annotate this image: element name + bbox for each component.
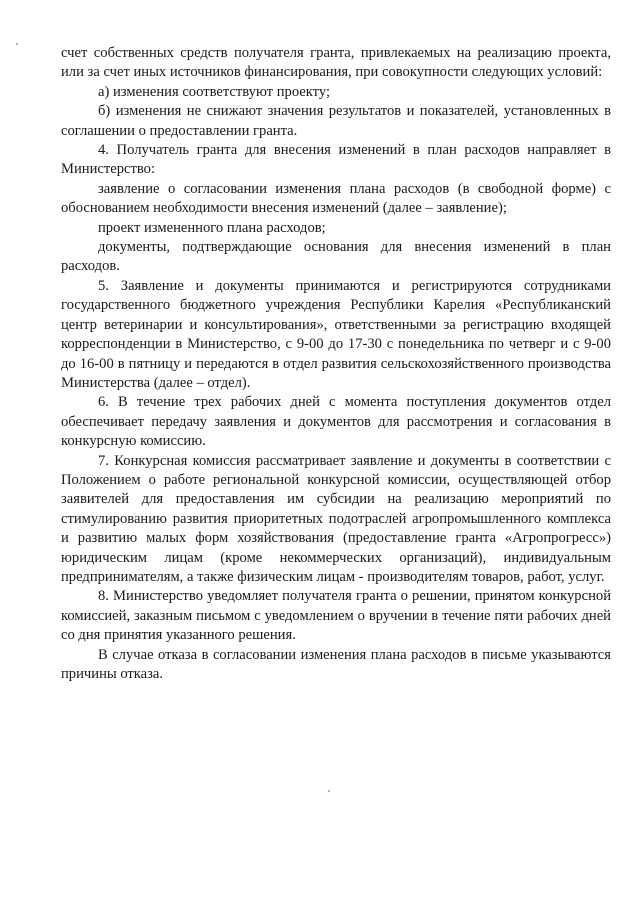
paragraph-condition-a: а) изменения соответствуют проекту; — [98, 83, 331, 100]
paragraph-supporting-docs: документы, подтверждающие основания для внесения изменений в план расходов. — [61, 239, 611, 275]
scan-speck — [328, 790, 330, 792]
paragraph-draft-plan: проект измененного плана расходов; — [98, 219, 326, 236]
paragraph-item-5: 5. Заявление и документы принимаются и регистрируются сотрудниками государственного бюджетного учреждения Республики Карелия «Республиканский центр ветеринарии и консультирования», ответственными за регистрацию входящей корреспонденции в Министерство, с 9-00 до 17-30 с понедельника по четверг и с 9-00 до 16-00 в пятницу и передаются в отдел развития сельскохозяйственного производства Министерства (далее – отдел). — [61, 277, 611, 391]
paragraph-condition-b: б) изменения не снижают значения результатов и показателей, установленных в соглашении о предоставлении гранта. — [61, 103, 611, 139]
paragraph-refusal: В случае отказа в согласовании изменения плана расходов в письме указываются причины отказа. — [61, 646, 611, 682]
paragraph-application: заявление о согласовании изменения плана расходов (в свободной форме) с обоснованием необходимости внесения изменений (далее – заявление); — [61, 180, 611, 217]
paragraph-item-8: 8. Министерство уведомляет получателя гранта о решении, принятом конкурсной комиссией, заказным письмом с уведомлением о вручении в течение пяти рабочих дней со дня принятия указанного решения. — [61, 588, 611, 644]
paragraph-item-6: 6. В течение трех рабочих дней с момента поступления документов отдел обеспечивает передачу заявления и документов для рассмотрения и согласования в конкурсную комиссию. — [61, 394, 611, 450]
scan-speck — [16, 43, 18, 45]
document-body — [61, 44, 611, 684]
paragraph-item-7: 7. Конкурсная комиссия рассматривает заявление и документы в соответствии с Положением о работе региональной конкурсной комиссии, осуществляющей отбор заявителей для предоставления им субсидии на реализацию мероприятий по стимулированию развития приоритетных подотраслей агропромышленного комплекса и развитию малых форм хозяйствования (предоставление гранта «Агропрогресс») юридическим лицам (кроме некоммерческих организаций), индивидуальным предпринимателям, а также физическим лицам - производителям товаров, работ, услуг. — [61, 452, 611, 585]
paragraph-item-4: 4. Получатель гранта для внесения изменений в план расходов направляет в Министерство: — [61, 142, 611, 178]
paragraph-intro: счет собственных средств получателя гранта, привлекаемых на реализацию проекта, или за счет иных источников финансирования, при совокупности следующих условий: — [61, 45, 611, 81]
